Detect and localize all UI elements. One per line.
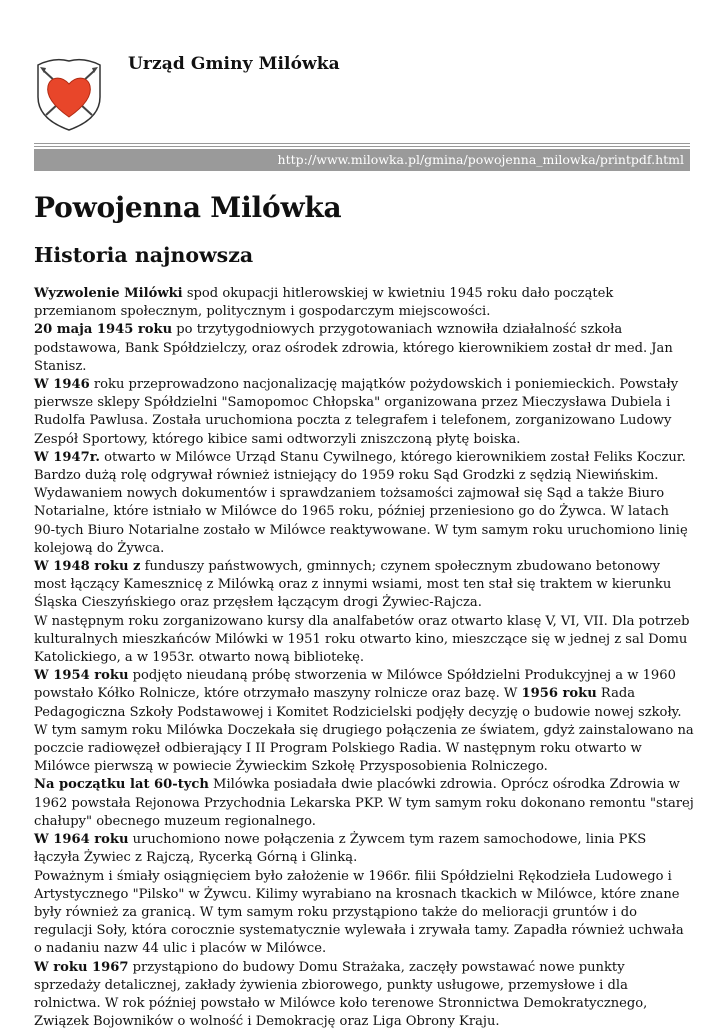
paragraph-text: Poważnym i śmiały osiągnięciem było założenie w 1966r. filii Spółdzielni Rękodzieła Ludowego i Artystycznego "Pilsko" w Żywcu. Kilimy wyrabiano na krosnach tkackich w Milówce, które znane były również za granicą. W tym samym roku przystąpiono także do melioracji gruntów i do regulacji Soły, która corocznie systematycznie wylewała i zrywała tamy. Zapadła również uchwała o nadaniu nazw 44 ulic i placów w Milówce.: [34, 868, 684, 957]
header-divider: [34, 146, 690, 147]
paragraph-lead: 1956 roku: [521, 686, 597, 702]
paragraph: [34, 321, 694, 376]
paragraph: [34, 449, 694, 485]
paragraph-lead: W 1946: [34, 377, 90, 393]
paragraph-text: po trzytygodniowych przygotowaniach wznowiła działalność szkoła podstawowa, Bank Spółdzielczy, oraz ośrodek zdrowia, którego kierownikiem został dr med. Jan Stanisz.: [34, 322, 673, 374]
paragraph-text: Milówka posiadała dwie placówki zdrowia. Oprócz ośrodka Zdrowia w 1962 powstała Rejonowa Przychodnia Lekarska PKP. W tym samym roku dokonano remontu "starej chałupy" obecnego muzeum regionalnego.: [34, 777, 694, 829]
paragraph-text: otwarto w Milówce Urząd Stanu Cywilnego, którego kierownikiem został Feliks Koczur. Bardzo dużą rolę odgrywał również istniejący do 1959 roku Sąd Grodzki z sędzią Niewińskim.: [34, 449, 686, 484]
paragraph-lead: W roku 1967: [34, 959, 129, 975]
page-title: Powojenna Milówka: [34, 191, 342, 224]
paragraph-lead: 20 maja 1945 roku: [34, 322, 173, 338]
paragraph-text: Rada Pedagogiczna Szkoły Podstawowej i Komitet Rodzicielski podjęły decyzję o budowie nowej szkoły. W tym samym roku Milówka Doczekała się drugiego połączenia ze światem, gdyż zainstalowano na poczcie radiowęzeł odbierający I II Program Polskiego Radia. W następnym roku otwarto w Milówce pierwszą w powiecie Żywieckim Szkołę Przysposobienia Rolniczego.: [34, 686, 694, 775]
paragraph: [34, 868, 694, 959]
source-url-bar: [34, 149, 690, 171]
paragraph-text: przystąpiono do budowy Domu Strażaka, zaczęły powstawać nowe punkty sprzedaży detalicznej, zakłady żywienia zbiorowego, punkty usługowe, przemysłowe i dla rolnictwa. W rok później powstało w Milówce koło terenowe Stronnictwa Demokratycznego, Związek Bojowników o wolność i Demokrację oraz Liga Obrony Kraju.: [34, 959, 648, 1030]
paragraph-text: uruchomiono nowe połączenia z Żywcem tym razem samochodowe, linia PKS łączyła Żywiec z Rajczą, Rycerką Górną i Glinką.: [34, 832, 647, 866]
paragraph-lead: W 1954 roku: [34, 668, 129, 684]
paragraph-text: funduszy państwowych, gminnych; czynem społecznym zbudowano betonowy most łączący Kamesznicę z Milówką oraz z innymi wsiami, most ten stał się traktem w kierunku Śląska Cieszyńskiego oraz przęsłem łączącym drogi Żywiec-Rajcza.: [34, 559, 672, 611]
site-title: Urząd Gminy Milówka: [128, 54, 340, 74]
paragraph: [34, 376, 694, 449]
source-url[interactable]: http://www.milowka.pl/gmina/powojenna_milowka/printpdf.html: [277, 152, 684, 167]
coat-of-arms-logo: [34, 55, 104, 132]
paragraph-text: W następnym roku zorganizowano kursy dla analfabetów oraz otwarto klasę V, VI, VII. Dla potrzeb kulturalnych mieszkańców Milówki w 1951 roku otwarto kino, mieszczące się w jednej z sal Domu Katolickiego, a w 1953r. otwarto nową bibliotekę.: [34, 613, 690, 666]
paragraph-text: roku przeprowadzono nacjonalizację majątków pożydowskich i poniemieckich. Powstały pierwsze sklepy Spółdzielni "Samopomoc Chłopska" organizowana przez Mieczysława Dubiela i Rudolfa Pawlusa. Została uruchomiona poczta z telegrafem i telefonem, zorganizowano Ludowy Zespół Sportowy, którego kibice sami odtworzyli zniszczoną płytę boiska.: [34, 377, 679, 447]
paragraph: [34, 667, 694, 776]
paragraph-text: Wydawaniem nowych dokumentów i sprawdzaniem tożsamości zajmował się Sąd a także Biuro Notarialne, które istniało w Milówce do 1965 roku, później przeniesiono go do Żywca. W latach 90-tych Biuro Notarialne zostało w Milówce reaktywowane. W tym samym roku uruchomiono linię kolejową do Żywca.: [34, 486, 688, 556]
paragraph-text: spod okupacji hitlerowskiej w kwietniu 1945 roku dało początek przemianom społecznym, politycznym i gospodarczym miejscowości.: [34, 286, 614, 320]
paragraph-lead: W 1948 roku z: [34, 559, 141, 575]
paragraph-lead: W 1947r.: [34, 449, 100, 465]
paragraph: [34, 485, 694, 558]
paragraph-text: podjęto nieudaną próbę stworzenia w Milówce Spółdzielni Produkcyjnej a w 1960 powstało Kółko Rolnicze, które otrzymało maszyny rolnicze oraz bazę. W: [34, 668, 676, 702]
header-divider: [34, 143, 690, 144]
paragraph: [34, 831, 694, 867]
article-body: [34, 285, 694, 1031]
paragraph: [34, 959, 694, 1031]
paragraph-lead: Wyzwolenie Milówki: [34, 286, 183, 301]
paragraph-lead: Na początku lat 60-tych: [34, 777, 209, 793]
section-subtitle: Historia najnowsza: [34, 243, 254, 267]
paragraph: [34, 776, 694, 831]
paragraph-lead: W 1964 roku: [34, 832, 129, 848]
paragraph: [34, 285, 694, 321]
paragraph: [34, 613, 694, 668]
paragraph: [34, 558, 694, 613]
